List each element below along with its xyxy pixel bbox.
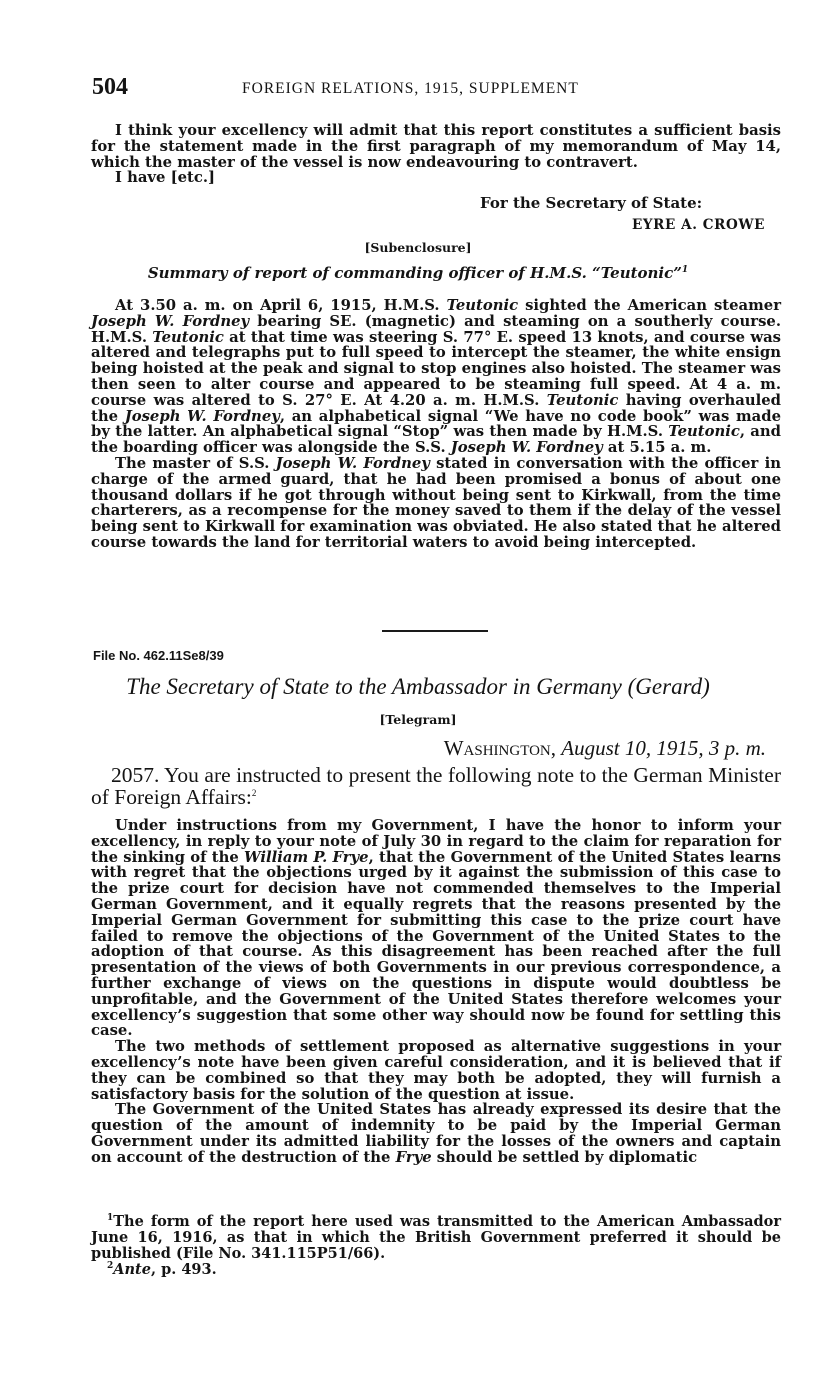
text-run: At 3.50 a. m. on April 6, 1915, H.M.S. <box>115 297 447 314</box>
dateline-place: Washington, <box>443 736 556 760</box>
dateline <box>444 736 766 761</box>
footnote-ref-2[interactable]: 2 <box>251 787 257 798</box>
text-run: having overhauled the <box>91 391 781 425</box>
text-run: , that the Government of the United States learns with regret that the objections urged by it against the submission of this case to the prize court for decision have not commended themselves to the Imperial German Government, and it equally regrets that the reasons presented by the Imperial German Government for submitting this case to the prize court have failed to remove the objections of the Government of the United States to the adoption of that course. As this disagreement has been reached after the full presentation of the views of both Governments in our previous correspondence, a further exchange of views on the questions in dispute would doubtless be unprofitable, and the Government of the United States therefore welcomes your excellency’s suggestion that some other way should now be found for settling this case. <box>91 848 782 1040</box>
summary-title-end: ” <box>673 264 682 282</box>
summary-paragraph-1 <box>91 298 781 456</box>
text-run: sighted the American steamer <box>518 297 781 314</box>
footnote-2-text: , p. 493. <box>150 1261 217 1278</box>
section-divider <box>382 630 488 632</box>
document-title: The Secretary of State to the Ambassador in Germany (Gerard) <box>126 674 710 699</box>
ship-name: Joseph W. Fordney <box>275 454 430 472</box>
footnote-2-ante: Ante <box>113 1261 151 1278</box>
text-run: at that time was steering S. 77° E. speed 13 knots, and course was altered and telegraphs put to full speed to intercept the steamer, the white ensign being hoisted at the peak and signal to stop engines also hoisted. The steamer was then seen to alter course and appeared to be steaming full speed. At 4 a. m. course was altered to S. 27° E. At 4.20 a. m. H.M.S. <box>91 328 782 409</box>
running-title: FOREIGN RELATIONS, 1915, SUPPLEMENT <box>242 80 579 97</box>
ship-name: Frye <box>395 1148 432 1166</box>
footnote-1-text: The form of the report here used was transmitted to the American Ambassador June 16, 1916, as that in which the British Government preferred it should be published (File No. 341.115P51/66). <box>91 1213 781 1262</box>
footnote-2-mark: 2 <box>107 1261 114 1272</box>
text-run: at 5.15 a. m. <box>602 439 712 457</box>
ship-name: Joseph W. Fordney <box>91 312 250 330</box>
page-number: 504 <box>92 74 128 100</box>
summary-title-text: Summary of report of commanding officer of H.M.S. “ <box>147 264 601 282</box>
summary-body <box>91 298 781 551</box>
footnote-ref-1[interactable]: 1 <box>681 265 689 275</box>
subenclosure-label: [Subenclosure] <box>364 240 472 255</box>
dateline-date: August 10, 1915, 3 p. m. <box>561 736 766 760</box>
ship-name: Teutonic <box>546 391 619 409</box>
ship-name: Teutonic <box>446 297 519 314</box>
signature-line: For the Secretary of State: <box>480 194 703 212</box>
ship-name: Joseph W. Fordney <box>450 439 603 457</box>
ship-name: Joseph W. Fordney <box>124 407 280 425</box>
note-body <box>91 818 781 1166</box>
summary-title-ship: Teutonic <box>600 264 674 282</box>
note-paragraph-3 <box>91 1102 781 1165</box>
telegram-label: [Telegram] <box>379 712 457 727</box>
text-run: stated in conversation with the officer in charge of the armed guard, that he had been promised a bonus of about one thousand dollars if he got through without being sent to Kirkwall, from the time charterers, as a recompense for the money saved to them if the delay of the vessel being sent to Kirkwall for examination was obviated. He also stated that he altered course towards the land for territorial waters to avoid being intercepted. <box>91 454 781 551</box>
text-run: bearing SE. (magnetic) and steaming on a southerly course. H.M.S. <box>91 312 781 346</box>
opening-paragraph: I think your excellency will admit that this report constitutes a sufficient basis for the statement made in the first paragraph of my memorandum of May 14, which the master of the vessel is now endeavouring to contravert. <box>91 122 781 171</box>
ship-name: Teutonic <box>152 328 224 346</box>
signature-name: EYRE A. CROWE <box>632 217 765 233</box>
text-run: , and the boarding officer was alongside the S.S. <box>91 423 781 457</box>
footnotes <box>91 1214 781 1278</box>
text-run: Under instructions from my Government, I have the honor to inform your excellency, in reply to your note of July 30 in regard to the claim for reparation for the sinking of the <box>91 817 781 866</box>
note-paragraph-1 <box>91 818 781 1039</box>
page-header <box>92 74 782 104</box>
text-run: , an alphabetical signal “We have no code book” was made by the latter. An alphabetical signal “Stop” was then made by H.M.S. <box>91 407 781 441</box>
text-run: The Government of the United States has already expressed its desire that the question of the amount of indemnity to be paid by the Imperial German Government under its admitted liability for the losses of the owners and captain on account of the destruction of the <box>91 1101 781 1166</box>
file-number: File No. 462.11Se8/39 <box>93 648 224 663</box>
footnote-1-mark: 1 <box>107 1213 114 1224</box>
text-run: The master of S.S. <box>115 454 276 472</box>
footnote-1 <box>91 1214 781 1262</box>
telegram-lead <box>91 764 781 808</box>
ship-name: William P. Frye <box>244 848 369 866</box>
lead-text: 2057. You are instructed to present the following note to the German Minister of Foreign Affairs: <box>91 763 781 809</box>
opening-block <box>91 123 781 186</box>
text-run: should be settled by diplomatic <box>431 1148 698 1166</box>
summary-title <box>0 264 836 282</box>
note-paragraph-2: The two methods of settlement proposed as alternative suggestions in your excellency’s note have been given careful consideration, and it is believed that if they can be combined so that they may both be adopted, they will furnish a satisfactory basis for the solution of the question at issue. <box>91 1038 781 1103</box>
ship-name: Teutonic <box>668 423 740 441</box>
summary-paragraph-2 <box>91 456 781 551</box>
closing-line: I have [etc.] <box>115 169 215 187</box>
footnote-2 <box>91 1262 781 1278</box>
